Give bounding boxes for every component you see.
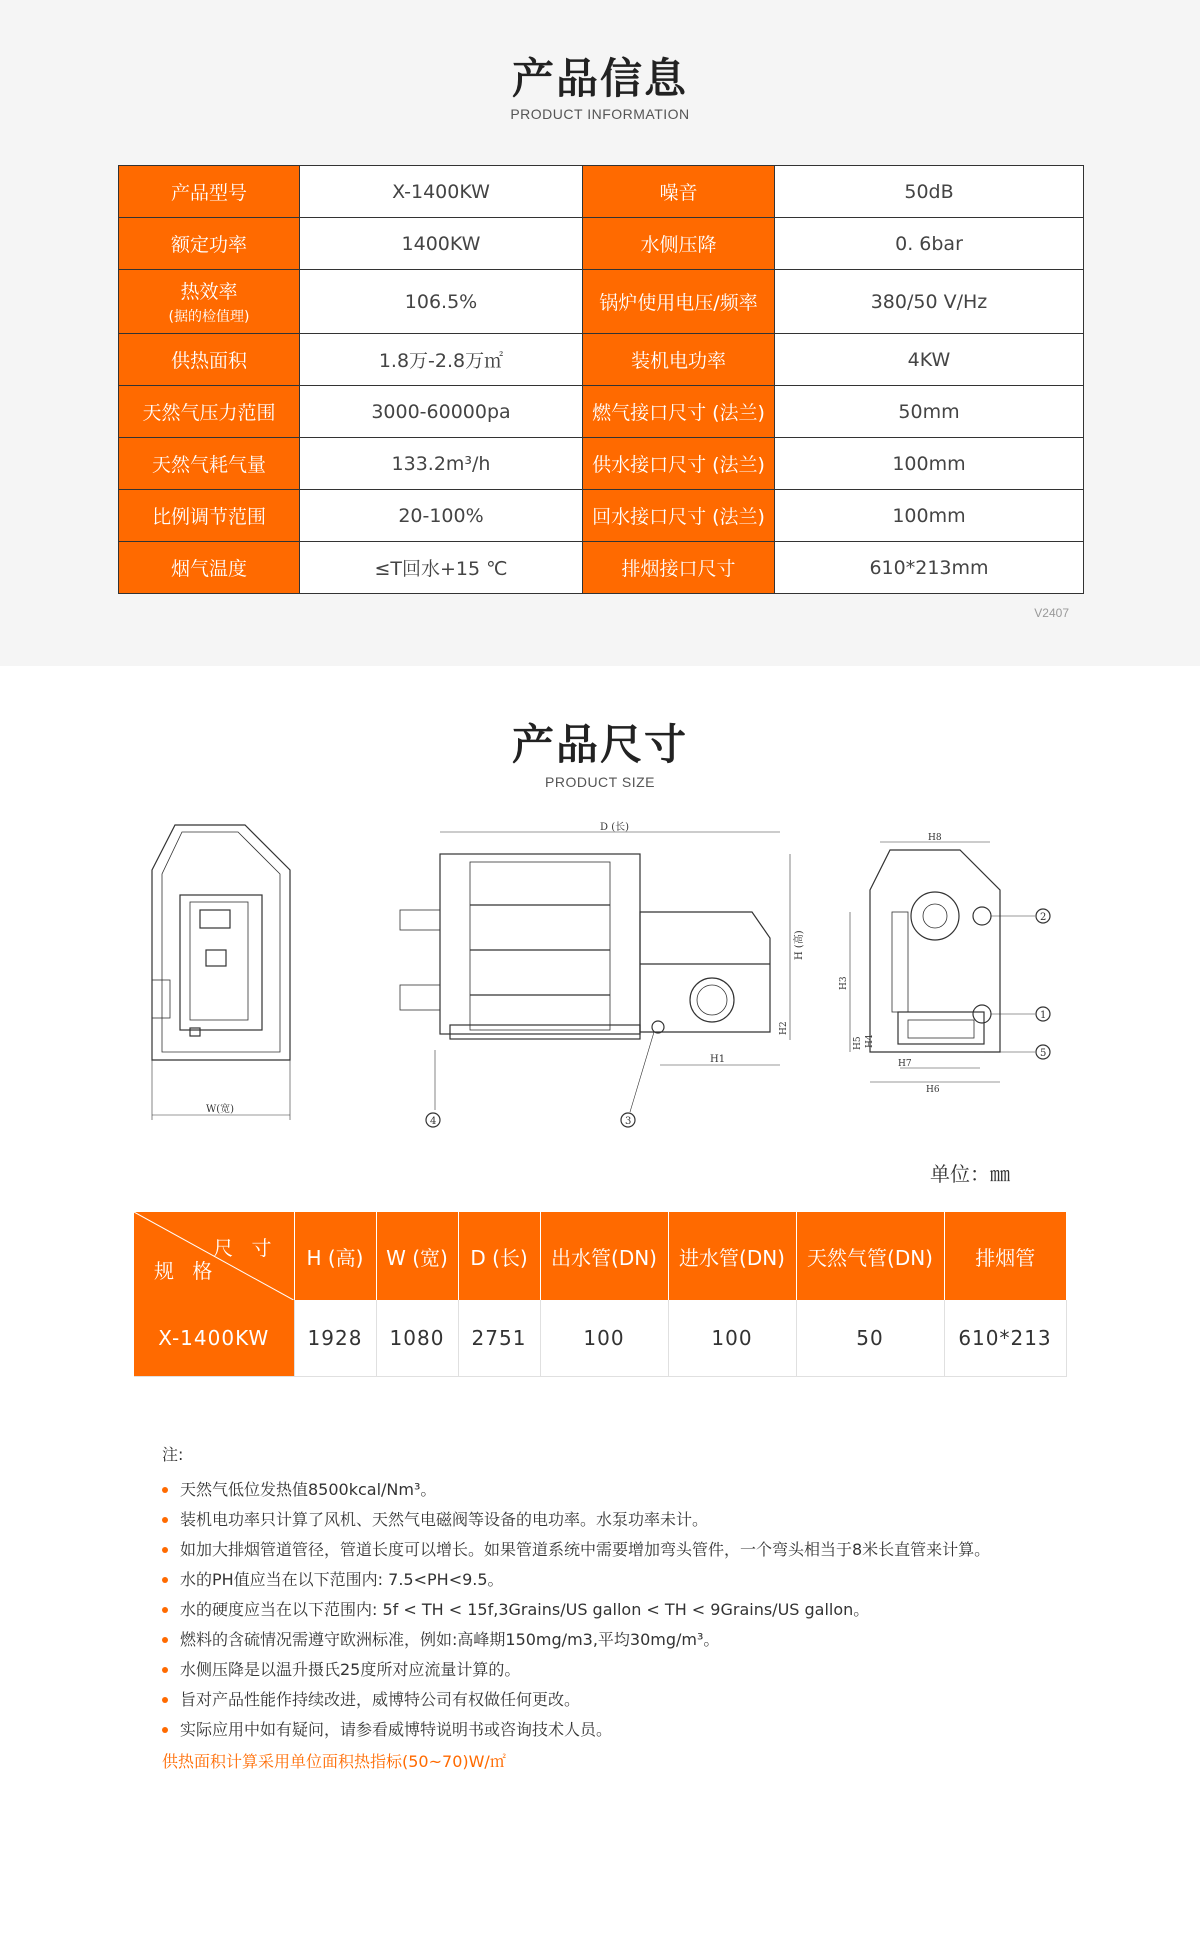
info-label-cell xyxy=(583,334,775,386)
info-value: 133.2m³/h xyxy=(300,438,583,490)
notes-title: 注: xyxy=(162,1445,184,1464)
note-text: 实际应用中如有疑问，请参看威博特说明书或咨询技术人员。 xyxy=(180,1720,613,1739)
notes-footer: 供热面积计算采用单位面积热指标(50~70)W/㎡ xyxy=(162,1752,506,1771)
info-value: X-1400KW xyxy=(300,166,583,218)
info-value: 50dB xyxy=(775,166,1084,218)
table-row xyxy=(119,438,1084,490)
info-label: 锅炉使用电压/频率 xyxy=(599,292,758,314)
label-w: W(宽) xyxy=(206,1104,235,1115)
header-w: W (宽) xyxy=(376,1212,458,1300)
info-label-cell xyxy=(119,218,300,270)
info-value: 100mm xyxy=(775,490,1084,542)
header-inlet: 进水管(DN) xyxy=(668,1212,796,1300)
table-row xyxy=(134,1300,1066,1377)
info-label-cell xyxy=(583,438,775,490)
info-label-cell xyxy=(583,218,775,270)
info-label-cell xyxy=(119,438,300,490)
header-flue: 排烟管 xyxy=(944,1212,1066,1300)
info-label-cell xyxy=(583,270,775,334)
value-outlet: 100 xyxy=(540,1300,668,1377)
label-h4: H4 xyxy=(865,1034,875,1048)
info-label-cell xyxy=(583,490,775,542)
list-item xyxy=(162,1505,1062,1535)
info-value: 0. 6bar xyxy=(775,218,1084,270)
label-h2: H2 xyxy=(779,1021,789,1035)
info-value: 3000-60000pa xyxy=(300,386,583,438)
value-gas: 50 xyxy=(796,1300,944,1377)
label-h6: H6 xyxy=(926,1085,940,1095)
unit-label: 单位：㎜ xyxy=(930,1162,1010,1186)
info-label: 燃气接口尺寸 (法兰) xyxy=(592,402,765,424)
bullet-icon xyxy=(162,1667,168,1673)
bullet-icon xyxy=(162,1547,168,1553)
header-gas: 天然气管(DN) xyxy=(796,1212,944,1300)
table-row xyxy=(119,490,1084,542)
bullet-icon xyxy=(162,1697,168,1703)
note-text: 装机电功率只计算了风机、天然气电磁阀等设备的电功率。水泵功率未计。 xyxy=(180,1510,709,1529)
info-label-cell xyxy=(119,386,300,438)
table-row xyxy=(119,542,1084,594)
table-row xyxy=(119,166,1084,218)
header-h: H (高) xyxy=(294,1212,376,1300)
table-row xyxy=(119,218,1084,270)
value-d: 2751 xyxy=(458,1300,540,1377)
info-label: 产品型号 xyxy=(170,182,247,204)
label-h8: H8 xyxy=(928,833,942,843)
list-item xyxy=(162,1655,1062,1685)
info-value: 380/50 V/Hz xyxy=(775,270,1084,334)
size-subtitle: PRODUCT SIZE xyxy=(545,774,655,790)
info-label-cell xyxy=(119,334,300,386)
info-label-cell xyxy=(583,386,775,438)
callout-4: 4 xyxy=(430,1116,437,1127)
corner-top-label: 尺 寸 xyxy=(213,1236,278,1260)
size-table-corner xyxy=(134,1212,294,1300)
bullet-icon xyxy=(162,1577,168,1583)
dimension-drawing xyxy=(130,820,1070,1140)
size-table xyxy=(134,1212,1067,1377)
notes-section xyxy=(162,1442,1062,1777)
info-value: 100mm xyxy=(775,438,1084,490)
label-h3: H3 xyxy=(839,976,849,990)
list-item xyxy=(162,1475,1062,1505)
info-label: 装机电功率 xyxy=(630,350,726,372)
info-value: 1400KW xyxy=(300,218,583,270)
info-label-cell xyxy=(583,542,775,594)
note-text: 燃料的含硫情况需遵守欧洲标准，例如:高峰期150mg/m3,平均30mg/m³。 xyxy=(180,1630,720,1649)
info-title: 产品信息 xyxy=(511,54,688,103)
callout-2: 2 xyxy=(1040,912,1047,923)
info-label: 噪音 xyxy=(659,182,698,204)
value-h: 1928 xyxy=(294,1300,376,1377)
product-info-table xyxy=(118,165,1084,594)
callout-5: 5 xyxy=(1040,1048,1047,1059)
list-item xyxy=(162,1595,1062,1625)
note-text: 水的硬度应当在以下范围内: 5f < TH < 15f,3Grains/US gallon < TH < 9Grains/US gallon。 xyxy=(180,1600,870,1619)
info-label: 水侧压降 xyxy=(640,234,717,256)
bullet-icon xyxy=(162,1607,168,1613)
info-value: 106.5% xyxy=(300,270,583,334)
label-h5: H5 xyxy=(853,1036,863,1050)
label-d: D (长) xyxy=(600,822,629,833)
note-text: 水的PH值应当在以下范围内: 7.5<PH<9.5。 xyxy=(180,1570,504,1589)
list-item xyxy=(162,1535,1062,1565)
model-cell: X-1400KW xyxy=(134,1300,294,1377)
info-subtitle: PRODUCT INFORMATION xyxy=(510,106,690,122)
label-h1: H1 xyxy=(710,1054,726,1065)
info-label: 热效率 xyxy=(180,281,238,303)
info-label-cell xyxy=(583,166,775,218)
bullet-icon xyxy=(162,1517,168,1523)
header-outlet: 出水管(DN) xyxy=(540,1212,668,1300)
info-label-sub: (据的检值理) xyxy=(168,309,250,325)
bullet-icon xyxy=(162,1637,168,1643)
table-row xyxy=(119,270,1084,334)
label-h: H (高) xyxy=(794,930,805,960)
list-item xyxy=(162,1565,1062,1595)
note-text: 如加大排烟管道管径，管道长度可以增长。如果管道系统中需要增加弯头管件，一个弯头相当于8米长直管来计算。 xyxy=(180,1540,991,1559)
info-label: 供热面积 xyxy=(170,350,247,372)
value-inlet: 100 xyxy=(668,1300,796,1377)
info-label: 烟气温度 xyxy=(170,558,247,580)
value-flue: 610*213 xyxy=(944,1300,1066,1377)
note-text: 天然气低位发热值8500kcal/Nm³。 xyxy=(180,1480,437,1499)
table-row xyxy=(119,334,1084,386)
info-value: ≤T回水+15 ℃ xyxy=(300,542,583,594)
corner-bottom-label: 规 格 xyxy=(154,1259,219,1283)
bullet-icon xyxy=(162,1727,168,1733)
side-view xyxy=(400,821,805,1127)
bullet-icon xyxy=(162,1487,168,1493)
info-value: 20-100% xyxy=(300,490,583,542)
list-item xyxy=(162,1715,1062,1745)
notes-list xyxy=(162,1475,1062,1745)
note-text: 旨对产品性能作持续改进，威博特公司有权做任何更改。 xyxy=(180,1690,581,1709)
info-label: 天然气压力范围 xyxy=(142,402,276,424)
info-label: 排烟接口尺寸 xyxy=(621,558,736,580)
info-label: 供水接口尺寸 (法兰) xyxy=(592,454,765,476)
info-label: 天然气耗气量 xyxy=(151,454,266,476)
info-label: 额定功率 xyxy=(170,234,247,256)
callout-1: 1 xyxy=(1040,1010,1047,1021)
info-label-cell xyxy=(119,542,300,594)
value-w: 1080 xyxy=(376,1300,458,1377)
info-label: 回水接口尺寸 (法兰) xyxy=(592,506,765,528)
info-label-cell xyxy=(119,490,300,542)
table-row xyxy=(119,386,1084,438)
label-h7: H7 xyxy=(898,1059,912,1069)
front-view xyxy=(152,825,290,1120)
info-value: 50mm xyxy=(775,386,1084,438)
info-label: 比例调节范围 xyxy=(151,506,266,528)
info-value: 610*213mm xyxy=(775,542,1084,594)
info-value: 1.8万-2.8万㎡ xyxy=(300,334,583,386)
header-d: D (长) xyxy=(458,1212,540,1300)
info-label-cell xyxy=(119,270,300,334)
size-title: 产品尺寸 xyxy=(511,720,688,769)
info-value: 4KW xyxy=(775,334,1084,386)
info-label-cell xyxy=(119,166,300,218)
list-item xyxy=(162,1685,1062,1715)
version-label: V2407 xyxy=(1034,606,1069,620)
note-text: 水侧压降是以温升摄氏25度所对应流量计算的。 xyxy=(180,1660,521,1679)
rear-view xyxy=(839,833,1050,1095)
callout-3: 3 xyxy=(625,1116,632,1127)
list-item xyxy=(162,1625,1062,1655)
